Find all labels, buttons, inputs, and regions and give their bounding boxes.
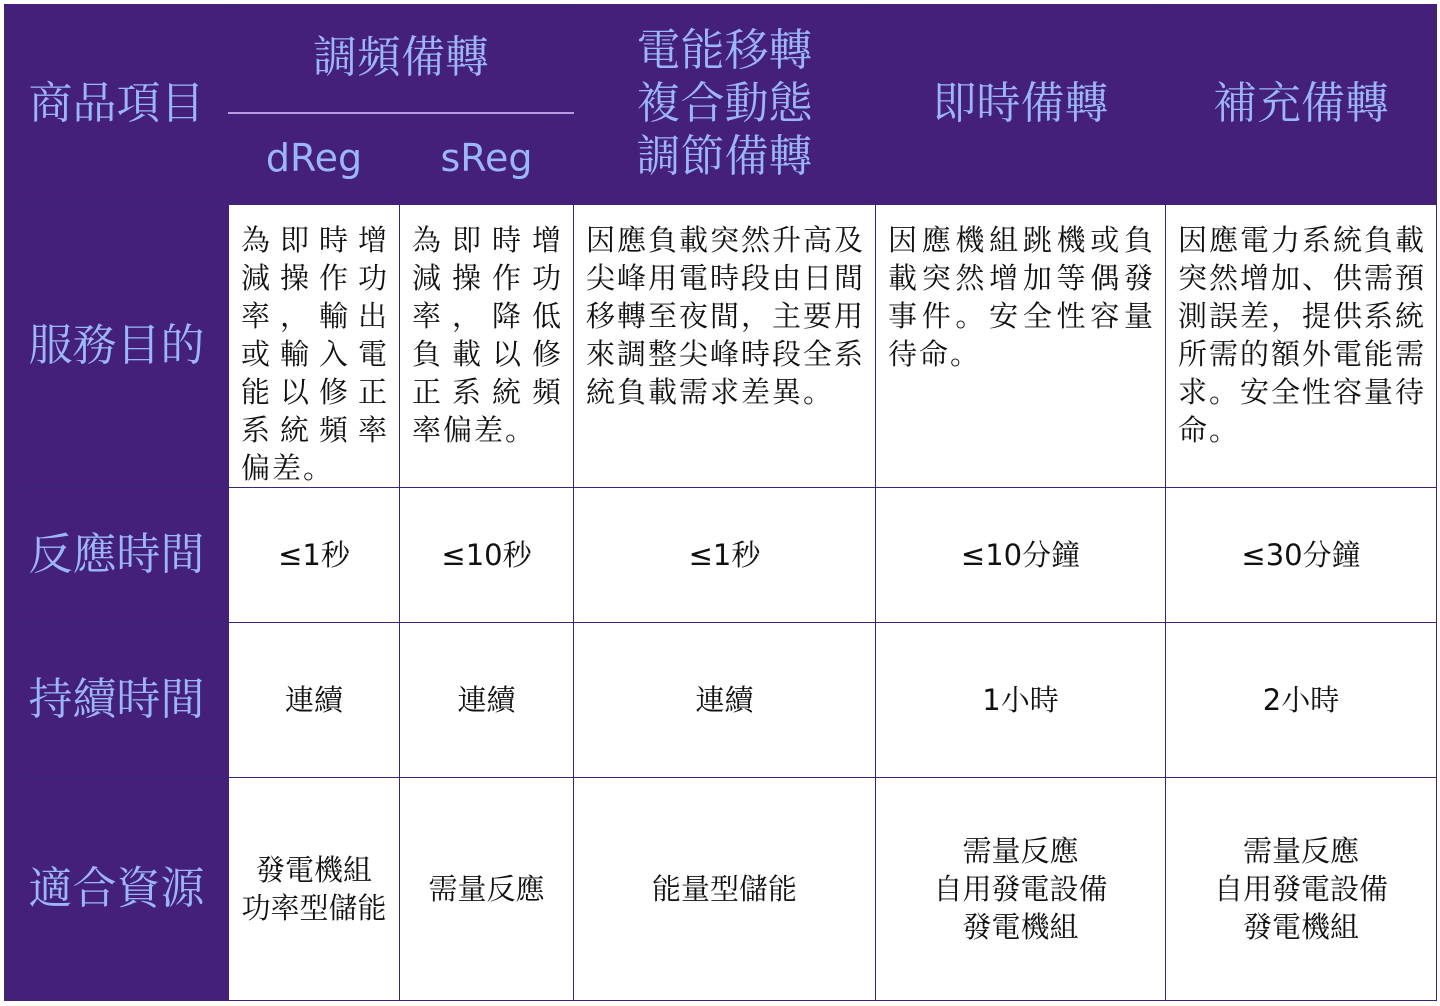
row-purpose — [5, 205, 1437, 488]
purpose-dreg: 為即時增減操作功率，輸出或輸入電能以修正系統頻率偏差。 — [229, 205, 400, 488]
header-row-top — [5, 5, 1437, 113]
row-resources — [5, 778, 1437, 1001]
duration-dreg: 連續 — [229, 623, 400, 778]
purpose-sreg: 為即時增減操作功率，降低負載以修正系統頻率偏差。 — [400, 205, 574, 488]
header-supplemental-reserve: 補充備轉 — [1166, 5, 1437, 205]
header-frequency-regulation: 調頻備轉 — [229, 5, 574, 113]
resources-dreg — [229, 778, 400, 1001]
duration-supplemental: 2小時 — [1166, 623, 1437, 778]
response-energy-shift: ≤1秒 — [574, 488, 876, 623]
header-energy-shift-label: 電能移轉 複合動態 調節備轉 — [636, 25, 813, 182]
resources-sreg-text: 需量反應 — [428, 872, 545, 906]
resources-instant-text: 需量反應 自用發電設備 發電機組 — [933, 834, 1108, 944]
response-supplemental: ≤30分鐘 — [1166, 488, 1437, 623]
row-label-response-time: 反應時間 — [5, 488, 229, 623]
header-item: 商品項目 — [5, 5, 229, 205]
header-energy-shift-reserve — [574, 5, 876, 205]
header-sreg: sReg — [400, 113, 574, 205]
row-label-purpose: 服務目的 — [5, 205, 229, 488]
resources-dreg-text: 發電機組 功率型儲能 — [241, 853, 387, 925]
purpose-instant: 因應機組跳機或負載突然增加等偶發事件。安全性容量待命。 — [876, 205, 1166, 488]
header-instant-reserve: 即時備轉 — [876, 5, 1166, 205]
header-dreg: dReg — [229, 113, 400, 205]
resources-supplemental — [1166, 778, 1437, 1001]
duration-instant: 1小時 — [876, 623, 1166, 778]
resources-supplemental-text: 需量反應 自用發電設備 發電機組 — [1213, 834, 1388, 944]
resources-instant — [876, 778, 1166, 1001]
resources-sreg — [400, 778, 574, 1001]
ancillary-services-table — [4, 4, 1437, 1001]
purpose-supplemental: 因應電力系統負載突然增加、供需預測誤差，提供系統所需的額外電能需求。安全性容量待命。 — [1166, 205, 1437, 488]
response-sreg: ≤10秒 — [400, 488, 574, 623]
ancillary-services-table-frame — [4, 4, 1436, 1000]
resources-energy-shift-text: 能量型儲能 — [651, 872, 797, 906]
row-label-resources: 適合資源 — [5, 778, 229, 1001]
response-dreg: ≤1秒 — [229, 488, 400, 623]
duration-energy-shift: 連續 — [574, 623, 876, 778]
duration-sreg: 連續 — [400, 623, 574, 778]
purpose-energy-shift: 因應負載突然升高及尖峰用電時段由日間移轉至夜間，主要用來調整尖峰時段全系統負載需求差異。 — [574, 205, 876, 488]
row-response-time — [5, 488, 1437, 623]
resources-energy-shift — [574, 778, 876, 1001]
row-label-duration: 持續時間 — [5, 623, 229, 778]
row-duration — [5, 623, 1437, 778]
response-instant: ≤10分鐘 — [876, 488, 1166, 623]
